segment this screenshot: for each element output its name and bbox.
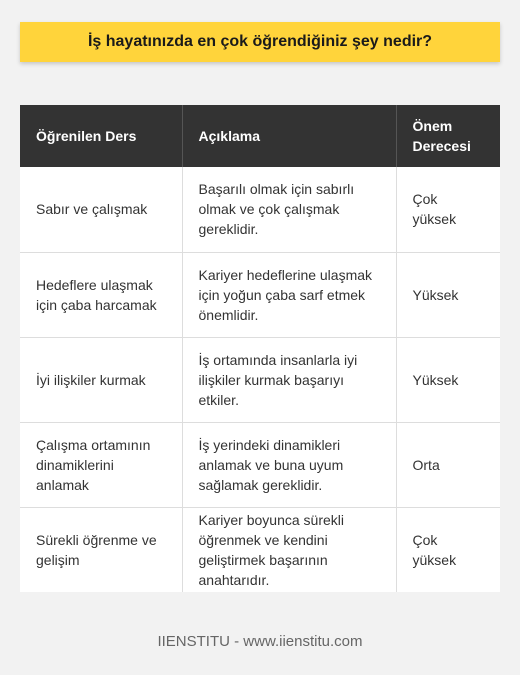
cell-importance: Yüksek (396, 252, 500, 337)
cell-description: Kariyer boyunca sürekli öğrenmek ve kendini geliştirmek başarının anahtarıdır. (182, 507, 396, 592)
cell-lesson: Sürekli öğrenme ve gelişim (20, 507, 182, 592)
table-row (20, 167, 500, 252)
cell-lesson: Hedeflere ulaşmak için çaba harcamak (20, 252, 182, 337)
table-row (20, 337, 500, 422)
table-row (20, 422, 500, 507)
footer-credit: IIENSTITU - www.iienstitu.com (157, 633, 363, 650)
cell-description: İş yerindeki dinamikleri anlamak ve buna uyum sağlamak gereklidir. (182, 422, 396, 507)
cell-importance: Orta (396, 422, 500, 507)
page-title: İş hayatınızda en çok öğrendiğiniz şey nedir? (87, 33, 433, 50)
header-description: Açıklama (182, 105, 396, 167)
cell-lesson: İyi ilişkiler kurmak (20, 337, 182, 422)
header-lesson: Öğrenilen Ders (20, 105, 182, 167)
table-row (20, 507, 500, 592)
cell-lesson: Çalışma ortamının dinamiklerini anlamak (20, 422, 182, 507)
cell-description: Kariyer hedeflerine ulaşmak için yoğun çaba sarf etmek önemlidir. (182, 252, 396, 337)
cell-lesson: Sabır ve çalışmak (20, 167, 182, 252)
cell-description: Başarılı olmak için sabırlı olmak ve çok çalışmak gereklidir. (182, 167, 396, 252)
header-importance: Önem Derecesi (396, 105, 500, 167)
title-banner (20, 22, 500, 62)
cell-importance: Çok yüksek (396, 167, 500, 252)
table-header-row (20, 105, 500, 167)
lessons-table (20, 105, 500, 592)
cell-importance: Yüksek (396, 337, 500, 422)
table-row (20, 252, 500, 337)
cell-description: İş ortamında insanlarla iyi ilişkiler kurmak başarıyı etkiler. (182, 337, 396, 422)
cell-importance: Çok yüksek (396, 507, 500, 592)
